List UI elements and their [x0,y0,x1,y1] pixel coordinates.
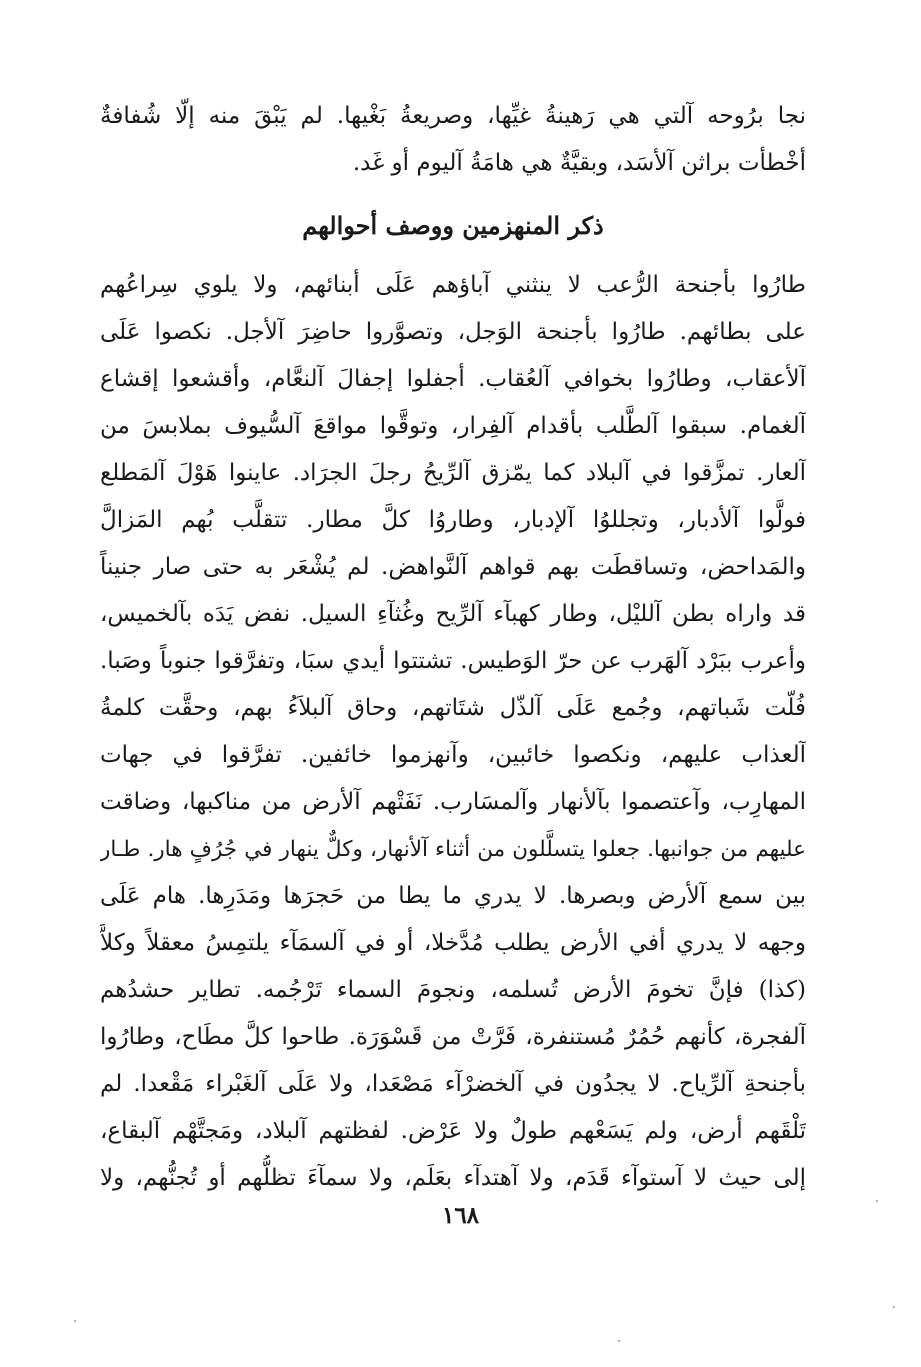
text-line: فُلّت شَباتهم، وجُمع عَلَى آلذّل شتَاتهم، وحاق آلبلاَءُ بهم، وحقَّت كلمةُ [100,695,806,721]
text-line: تَلْقَهم أرض، ولم يَسَعْهم طولٌ ولا عَرْض. لفظتهم آلبلاد، ومَجتَّهْم آلبقاع، [100,1118,806,1144]
text-line: (كذا) فإنَّ تخومَ الأرض تُسلمه، ونجومَ السماء تَرْجُمه. تطاير حشدُهم [100,977,806,1003]
intro-paragraph [100,93,806,187]
scan-speck [893,1306,895,1308]
text-line: بأجنحةِ آلرِّياح. لا يجدُون في آلخضرْآء مَصْعَدا، ولا عَلَى آلغَبْراء مَقْعدا. لم [100,1071,806,1097]
text-line: آلغمام. سبقوا آلطَّلب بأقدام آلفِرار، وتوقَّوا مواقعَ آلسُّيوف بملابسَ من [100,413,806,439]
text-line: طارُوا بأجنحة الرُّعب لا ينثني آباؤهم عَلَى أبنائهم، ولا يلوي سِراعُهم [100,272,806,298]
text-line: عليهم من جوانبها. جعلوا يتسلَّلون من أثناء آلأنهار، وكلٌّ ينهار في جُرُفٍ هار. طـار [100,837,806,862]
text-line: إلى حيث لا آستوآء قَدَم، ولا آهتدآء بعَلَم، ولا سمآءَ تظلُّهم أو تُجنُّهم، ولا [100,1165,806,1191]
scan-speck [876,1200,878,1202]
text-line: وجهه لا يدري أفي الأرض يطلب مُدَّخلا، أو في آلسمَآء يلتمِسُ معقلاً وكلاَّ [100,930,806,956]
text-line: والمَداحض، وتساقطَت بهم قواهم آلنَّواهض. لم يُشْعَر به حتى صار جنيناً [100,554,806,580]
text-line: وأعرب ببَرْد آلهَرب عن حرّ الوَطيس. تشتتوا أيدي سبَا، وتفرَّقوا جنوباً وصَبا. [100,648,806,674]
text-line: آلفجرة، كأنهم حُمُرٌ مُستنفرة، فَرَّتْ من قَسْوَرَة. طاحوا كلَّ مطَاح، وطارُوا [100,1024,806,1050]
text-line: آلعار. تمزَّقوا في آلبلاد كما يمّزق آلرِّيحُ رجلَ الجرَاد. عاينوا هَوْلَ آلمَطلع [100,460,806,486]
text-line: المهارِب، وآعتصموا بآلأنهار وآلمسَارب. نَفَتْهم آلأرض من مناكبها، وضاقت [100,789,806,815]
scan-speck [618,1340,620,1342]
scan-speck [74,1320,76,1322]
page-number: ١٦٨ [441,1202,480,1229]
text-line: أخْطأت براثن آلأسَد، وبقيَّةٌ هي هامَةُ آليوم أو غَد. [352,150,806,176]
text-line: قد واراه بطن آلليْل، وطار كهبآء آلرِّيح وغُثآءِ السيل. نفض يَدَه بآلخميس، [100,601,806,627]
text-line: آلعذاب عليهم، ونكصوا خائبين، وآنهزموا خائفين. تفرَّقوا في جهات [100,742,806,768]
text-line: فولَّوا آلأدبار، وتجللوُا آلإدبار، وطاروُا كلَّ مطار. تتقلَّب بُهم المَزالَّ [100,507,806,533]
text-line: آلأعقاب، وطارُوا بخوافي آلعُقاب. أجفلوا إجفالَ آلنعَّام، وأقشعوا إقشاع [100,366,806,392]
text-line: نجا برُوحه آلتي هي رَهينةُ غيِّها، وصريعةُ بَغْيها. لم يَبْقَ منه إلّا شُفافةٌ [100,103,806,129]
text-line: بين سمع آلأرض وبصرها. لا يدري ما يطا من حَجرَها ومَدَرِها. هام عَلَى [100,883,806,909]
body-paragraph [100,262,806,1202]
text-line: على بطائهم. طارُوا بأجنحة الوَجل، وتصوَّروا حاضِرَ آلأجل. نكصوا عَلَى [100,319,806,345]
section-heading: ذكر المنهزمين ووصف أحوالهم [302,211,604,240]
